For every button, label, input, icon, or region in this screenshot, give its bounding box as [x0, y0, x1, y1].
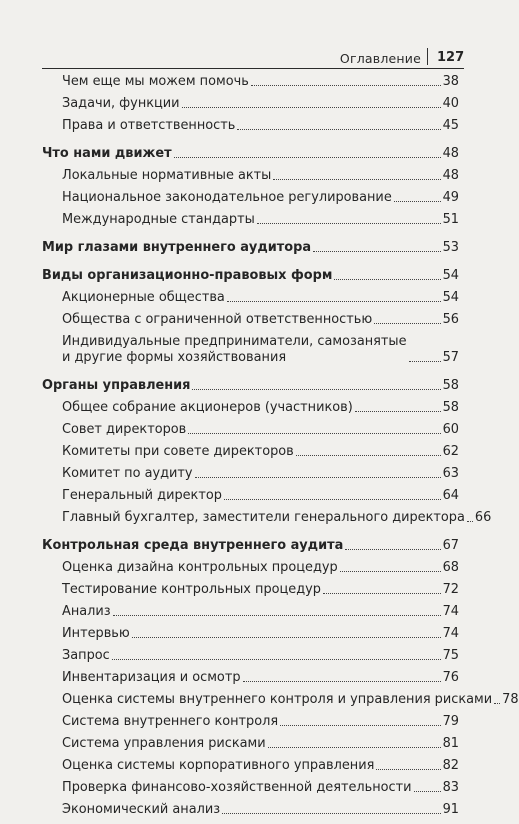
toc-page-number: 56: [442, 312, 459, 327]
toc-entry[interactable]: [62, 334, 459, 366]
toc-section[interactable]: [42, 268, 459, 284]
header-separator: [427, 48, 428, 65]
toc-entry-title: Мир глазами внутреннего аудитора: [42, 240, 312, 255]
toc-page-number: 78: [502, 692, 519, 707]
toc-page-number: 48: [442, 146, 459, 161]
toc-entry-title: Общее собрание акционеров (участников): [62, 400, 353, 415]
toc-entry-title: Акционерные общества: [62, 290, 225, 305]
toc-entry[interactable]: [62, 736, 459, 752]
toc-page-number: 66: [474, 510, 492, 525]
toc-entry[interactable]: [62, 802, 459, 818]
toc-page-number: 40: [442, 96, 459, 111]
toc-entry-title: Контрольная среда внутреннего аудита: [42, 538, 344, 553]
toc-entry-title: Национальное законодательное регулирование: [62, 190, 392, 205]
toc-entry[interactable]: [62, 74, 459, 90]
toc-page-number: 57: [442, 350, 459, 365]
dot-leader: [257, 223, 441, 224]
toc-page-number: 79: [442, 714, 459, 729]
page-header: [0, 44, 505, 68]
toc-entry-title: Задачи, функции: [62, 96, 180, 111]
dot-leader: [409, 361, 441, 362]
toc-entry-title: Комитет по аудиту: [62, 466, 193, 481]
dot-leader: [192, 389, 440, 390]
toc-page-number: 45: [442, 118, 459, 133]
toc-page-number: 81: [442, 736, 459, 751]
toc-entry-title-line1: Индивидуальные предприниматели, самозанятые: [62, 334, 407, 349]
toc-entry-title: Система управления рисками: [62, 736, 266, 751]
dot-leader: [224, 499, 441, 500]
toc-entry-title: Совет директоров: [62, 422, 187, 437]
toc-entry-title: Интервью: [62, 626, 130, 641]
dot-leader: [414, 791, 441, 792]
dot-leader: [313, 251, 441, 252]
toc-entry-title: [62, 334, 407, 366]
toc-entry-title: Оценка системы корпоративного управления: [62, 758, 375, 773]
toc-page-number: 49: [442, 190, 459, 205]
toc-entry-title: Чем еще мы можем помочь: [62, 74, 249, 89]
dot-leader: [494, 703, 500, 704]
dot-leader: [174, 157, 441, 158]
toc-entry-title: Анализ: [62, 604, 111, 619]
toc-entry[interactable]: [62, 582, 459, 598]
toc-entry-title: Экономический анализ: [62, 802, 221, 817]
toc-page-number: 74: [442, 626, 459, 641]
toc-page-number: 58: [442, 378, 459, 393]
toc-entry[interactable]: [62, 714, 459, 730]
toc-entry-title: Международные стандарты: [62, 212, 255, 227]
toc-page-number: 53: [442, 240, 459, 255]
toc-entry-title: Локальные нормативные акты: [62, 168, 272, 183]
toc-page-number: 82: [442, 758, 459, 773]
toc-page-number: 54: [442, 268, 459, 283]
dot-leader: [334, 279, 440, 280]
toc-entry-title: Запрос: [62, 648, 110, 663]
toc-entry-title: Оценка системы внутреннего контроля и управления рисками: [62, 692, 493, 707]
toc-page-number: 51: [442, 212, 459, 227]
toc-section[interactable]: [42, 378, 459, 394]
toc-entry[interactable]: [62, 670, 459, 686]
dot-leader: [273, 179, 440, 180]
toc-page-number: 58: [442, 400, 459, 415]
toc-entry-title: Что нами движет: [42, 146, 172, 161]
dot-leader: [227, 301, 441, 302]
dot-leader: [374, 323, 440, 324]
toc-page-number: 54: [442, 290, 459, 305]
dot-leader: [345, 549, 440, 550]
toc-entry[interactable]: [62, 780, 459, 796]
dot-leader: [195, 477, 441, 478]
toc-entry[interactable]: [62, 96, 459, 112]
toc-section[interactable]: [42, 146, 459, 162]
toc-entry-title: Генеральный директор: [62, 488, 222, 503]
toc-page-number: 60: [442, 422, 459, 437]
toc-entry-title: Инвентаризация и осмотр: [62, 670, 241, 685]
toc-page-number: 76: [442, 670, 459, 685]
dot-leader: [222, 813, 441, 814]
toc-entry[interactable]: [62, 212, 459, 228]
toc-page-number: 72: [442, 582, 459, 597]
toc-entry[interactable]: [62, 648, 459, 664]
dot-leader: [296, 455, 441, 456]
dot-leader: [340, 571, 441, 572]
header-rule: [42, 68, 464, 69]
dot-leader: [467, 521, 473, 522]
dot-leader: [113, 615, 441, 616]
toc-entry[interactable]: [62, 560, 459, 576]
toc-entry-title: Виды организационно-правовых форм: [42, 268, 333, 283]
toc-entry[interactable]: [62, 510, 492, 526]
toc-entry-title: Органы управления: [42, 378, 191, 393]
toc-entry[interactable]: [62, 758, 459, 774]
dot-leader: [243, 681, 441, 682]
toc-page-number: 68: [442, 560, 459, 575]
toc-entry-title: Система внутреннего контроля: [62, 714, 279, 729]
toc-page-number: 91: [442, 802, 459, 817]
toc-entry[interactable]: [62, 604, 459, 620]
dot-leader: [280, 725, 440, 726]
toc-page-number: 74: [442, 604, 459, 619]
toc-entry-title: Общества с ограниченной ответственностью: [62, 312, 373, 327]
toc-page-number: 64: [442, 488, 459, 503]
toc-section[interactable]: [42, 538, 459, 554]
dot-leader: [132, 637, 441, 638]
toc-section[interactable]: [42, 240, 459, 256]
toc-entry[interactable]: [62, 400, 459, 416]
dot-leader: [394, 201, 441, 202]
dot-leader: [355, 411, 441, 412]
toc-entry[interactable]: [62, 118, 459, 134]
dot-leader: [268, 747, 441, 748]
toc-page-number: 67: [442, 538, 459, 553]
table-of-contents: [0, 74, 519, 824]
toc-entry[interactable]: [62, 290, 459, 306]
toc-entry-title: Тестирование контрольных процедур: [62, 582, 321, 597]
toc-entry[interactable]: [62, 190, 459, 206]
toc-entry-title-line2: и другие формы хозяйствования: [62, 350, 287, 365]
running-header-title: Оглавление: [339, 51, 421, 66]
toc-page-number: 63: [442, 466, 459, 481]
toc-entry-title: Проверка финансово-хозяйственной деятельности: [62, 780, 412, 795]
toc-entry[interactable]: [62, 692, 519, 708]
toc-entry[interactable]: [62, 312, 459, 328]
dot-leader: [188, 433, 440, 434]
dot-leader: [376, 769, 440, 770]
page-number: 127: [437, 50, 465, 65]
dot-leader: [323, 593, 441, 594]
toc-page-number: 48: [442, 168, 459, 183]
toc-entry-title: Комитеты при совете директоров: [62, 444, 294, 459]
toc-page-number: 38: [442, 74, 459, 89]
toc-entry[interactable]: [62, 168, 459, 184]
toc-entry-title: Главный бухгалтер, заместители генерального директора: [62, 510, 465, 525]
toc-page-number: 83: [442, 780, 459, 795]
toc-entry-title: Оценка дизайна контрольных процедур: [62, 560, 338, 575]
toc-entry[interactable]: [62, 422, 459, 438]
toc-page-number: 62: [442, 444, 459, 459]
toc-entry-title: Права и ответственность: [62, 118, 236, 133]
toc-page-number: 75: [442, 648, 459, 663]
dot-leader: [112, 659, 441, 660]
toc-entry[interactable]: [62, 488, 459, 504]
dot-leader: [182, 107, 441, 108]
toc-entry[interactable]: [62, 444, 459, 460]
toc-entry[interactable]: [62, 466, 459, 482]
toc-entry[interactable]: [62, 626, 459, 642]
dot-leader: [251, 85, 441, 86]
dot-leader: [237, 129, 440, 130]
